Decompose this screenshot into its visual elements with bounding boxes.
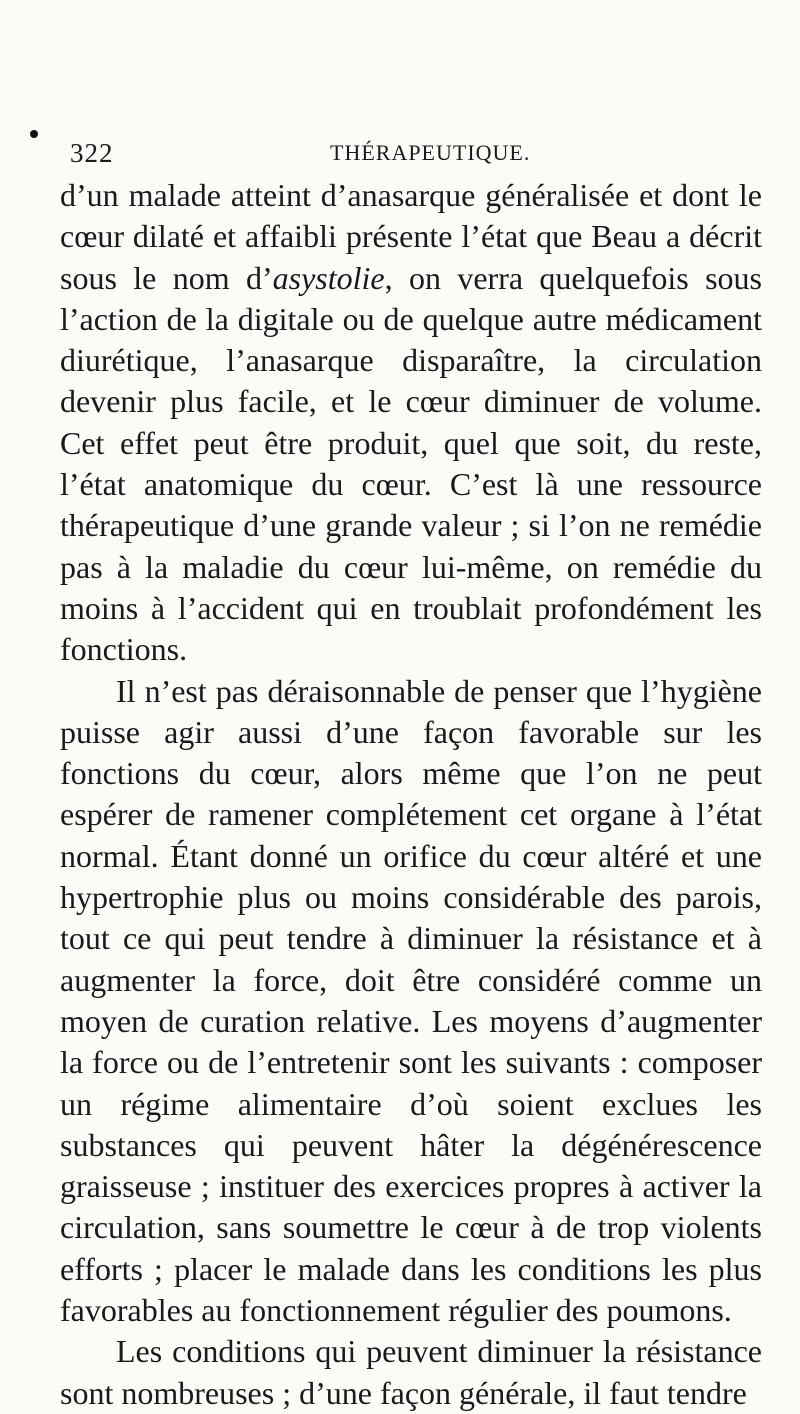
paragraph-3: Les conditions qui peuvent diminuer la résistance sont nombreuses ; d’une façon générale, il faut tendre — [60, 1333, 762, 1411]
paragraph-2: Il n’est pas déraisonnable de penser que l’hygiène puisse agir aussi d’une façon favorable sur les fonctions du cœur, alors même que l’on ne peut espérer de ramener complétement cet organe à l’état normal. Étant donné un orifice du cœur altéré et une hypertrophie plus ou moins considérable des parois, tout ce qui peut tendre à diminuer la résistance et à augmenter la force, doit être considéré comme un moyen de curation relative. Les moyens d’augmenter la force ou de l’entretenir sont les suivants : composer un régime alimentaire d’où soient exclues les substances qui peuvent hâter la dégénérescence graisseuse ; instituer des exercices propres à activer la circulation, sans soumettre le cœur à de trop violents efforts ; placer le malade dans les conditions les plus favorables au fonctionnement régulier des poumons. — [60, 672, 762, 1329]
page-number: 322 — [70, 138, 114, 168]
ink-speck — [30, 130, 38, 138]
running-title: THÉRAPEUTIQUE. — [330, 140, 531, 165]
paragraph-1-part-2: , on verra quelquefois sous l’action de la digitale ou de quelque autre médicament diurétique, l’anasarque disparaître, la circulation devenir plus facile, et le cœur diminuer de volume. Cet effet peut être produit, quel que soit, du reste, l’état anatomique du cœur. C’est là une ressource thérapeutique d’une grande valeur ; si l’on ne remédie pas à la maladie du cœur lui-même, on remédie du moins à l’accident qui en troublait profondément les fonctions. — [60, 259, 763, 668]
page-header — [60, 138, 760, 168]
paragraph-1 — [60, 175, 762, 671]
asystolie-term: asystolie — [272, 259, 385, 296]
paragraph-1-part-1: d’un malade atteint d’anasarque généralisée et dont le cœur dilaté et affaibli présente l’état que Beau a décrit sous le nom d’ — [60, 177, 762, 296]
body-text — [60, 175, 762, 1414]
